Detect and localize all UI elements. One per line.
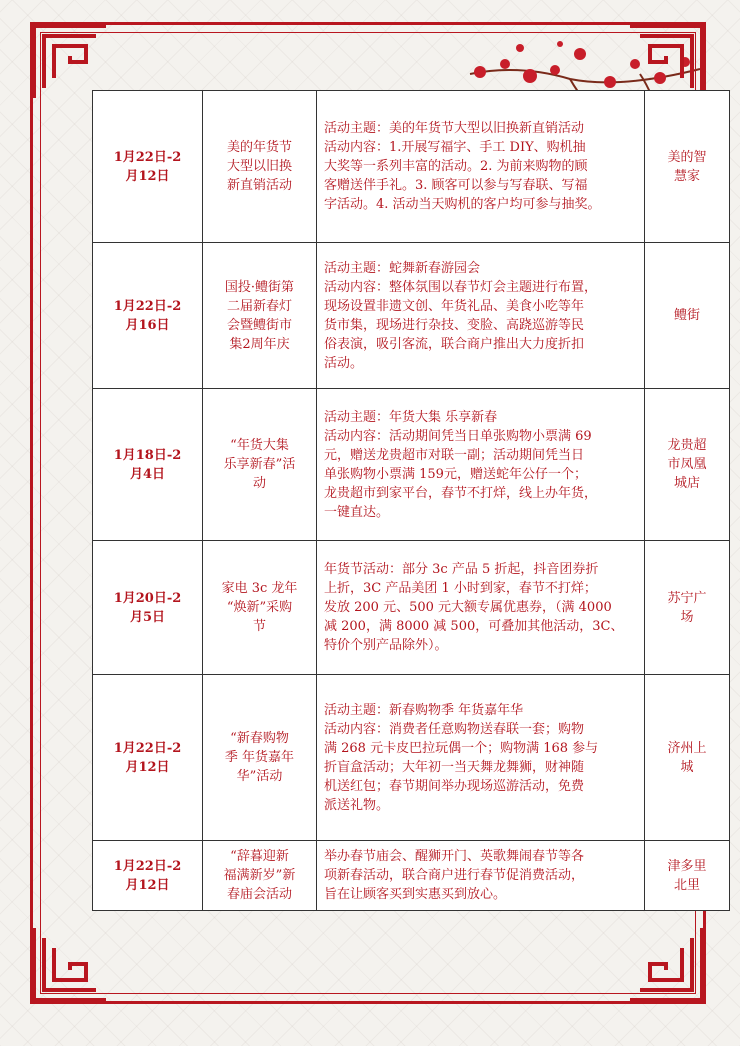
- row-activity-name-line: 动: [252, 476, 266, 491]
- row-description-line: 活动主题：蛇舞新春游园会: [324, 260, 481, 276]
- row-activity-name-line: 新直销活动: [226, 178, 292, 193]
- row-activity-name: [203, 541, 317, 675]
- row-venue: [645, 541, 730, 675]
- row-date: [93, 675, 203, 841]
- row-activity-name-line: 家电 3c 龙年: [221, 581, 298, 596]
- table-row: [93, 389, 730, 541]
- row-venue-line: 北里: [673, 877, 700, 893]
- row-description-line: 货市集，现场进行杂技、变脸、高跷巡游等民: [324, 317, 585, 333]
- table-row: [93, 243, 730, 389]
- row-description-line: 项新春活动，联合商户进行春节促消费活动，: [324, 868, 585, 883]
- row-activity-name-line: 福满新岁”新: [223, 868, 296, 883]
- row-description: [317, 541, 645, 675]
- row-date: [93, 91, 203, 243]
- row-venue-line: 城: [680, 759, 694, 775]
- row-description-line: 派送礼物。: [324, 797, 390, 813]
- row-description-line: 发放 200 元、500 元大额专属优惠券，（满 4000: [324, 600, 612, 615]
- row-description-line: 折盲盒活动；大年初一当天舞龙舞狮，财神随: [324, 759, 585, 775]
- row-description-line: 减 200，满 8000 减 500，可叠加其他活动，3C、: [324, 619, 624, 634]
- row-activity-name-line: 季 年货嘉年: [224, 750, 295, 765]
- row-venue: [645, 243, 730, 389]
- row-venue-line: 城店: [673, 476, 700, 491]
- row-activity-name: [203, 675, 317, 841]
- row-activity-name-line: 大型以旧换: [226, 159, 292, 174]
- row-activity-name: [203, 243, 317, 389]
- row-date-line: 1月18日-2: [113, 447, 182, 463]
- row-description-line: 机送红包；春节期间举办现场巡游活动，免费: [324, 778, 585, 794]
- row-description-line: 满 268 元卡皮巴拉玩偶一个；购物满 168 参与: [324, 740, 599, 756]
- table-row: [93, 541, 730, 675]
- row-venue: [645, 91, 730, 243]
- row-venue-line: 场: [680, 609, 694, 625]
- row-description-line: 大奖等一系列丰富的活动。2. 为前来购物的顾: [324, 159, 588, 174]
- row-description-line: 活动主题：新春购物季 年货嘉年华: [324, 702, 524, 718]
- row-description-line: 活动内容：整体氛围以春节灯会主题进行布置，: [324, 279, 598, 295]
- row-activity-name-line: 会暨鳢街市: [226, 317, 292, 333]
- row-description-line: 旨在让顾客买到实惠买到放心。: [324, 887, 507, 902]
- row-activity-name-line: “辞暮迎新: [230, 849, 289, 864]
- row-activity-name-line: 乐享新春”活: [223, 457, 296, 472]
- row-description-line: 举办春节庙会、醒狮开门、英歌舞闹春节等各: [324, 849, 585, 864]
- row-description-line: 活动主题：美的年货节大型以旧换新直销活动: [324, 121, 585, 136]
- row-description-line: 元，赠送龙贵超市对联一副；活动期间凭当日: [324, 447, 585, 463]
- row-date-line: 1月22日-2: [113, 149, 182, 165]
- row-date: [93, 389, 203, 541]
- row-activity-name: [203, 389, 317, 541]
- row-description-line: 客赠送伴手礼。3. 顾客可以参与写春联、写福: [324, 178, 588, 193]
- row-date: [93, 243, 203, 389]
- row-description-line: 一键直达。: [324, 504, 390, 520]
- row-venue-line: 津多里: [667, 858, 707, 874]
- row-venue-line: 龙贵超: [667, 438, 707, 453]
- row-activity-name-line: “焕新”采购: [226, 600, 293, 615]
- row-description-line: 活动内容：活动期间凭当日单张购物小票满 69: [324, 428, 592, 444]
- row-description: [317, 243, 645, 389]
- row-date: [93, 541, 203, 675]
- row-description: [317, 841, 645, 911]
- row-activity-name-line: 集2周年庆: [229, 336, 290, 352]
- row-activity-name-line: 华”活动: [236, 769, 283, 784]
- row-description: [317, 91, 645, 243]
- row-description-line: 字活动。4. 活动当天购机的客户均可参与抽奖。: [324, 197, 601, 212]
- row-activity-name: [203, 91, 317, 243]
- row-date-line: 月4日: [129, 466, 166, 482]
- row-description-line: 活动内容：1.开展写福字、手工 DIY、购机抽: [324, 140, 586, 155]
- row-date-line: 1月20日-2: [113, 590, 182, 606]
- row-venue-line: 市凤凰: [667, 457, 707, 472]
- row-description-line: 活动主题：年货大集 乐享新春: [324, 409, 498, 425]
- row-venue: [645, 841, 730, 911]
- table-row: [93, 91, 730, 243]
- row-activity-name: [203, 841, 317, 911]
- row-date-line: 月12日: [125, 168, 170, 184]
- row-venue-line: 美的智: [667, 149, 707, 165]
- row-date-line: 月16日: [125, 317, 170, 333]
- row-date-line: 1月22日-2: [113, 298, 182, 314]
- activities-table: [92, 90, 730, 911]
- row-venue: [645, 389, 730, 541]
- row-venue-line: 慧家: [673, 168, 700, 184]
- row-venue-line: 苏宁广: [667, 590, 707, 606]
- corner-ornament-bottom-right: [626, 924, 706, 1004]
- row-description: [317, 675, 645, 841]
- row-description-line: 活动。: [324, 355, 364, 371]
- corner-ornament-bottom-left: [30, 924, 110, 1004]
- row-venue-line: 鳢街: [673, 308, 700, 323]
- table-row: [93, 841, 730, 911]
- row-date-line: 1月22日-2: [113, 858, 182, 874]
- row-activity-name-line: “年货大集: [230, 438, 289, 453]
- row-activity-name-line: 美的年货节: [226, 140, 292, 155]
- table-row: [93, 675, 730, 841]
- row-description-line: 年货节活动：部分 3c 产品 5 折起，抖音团券折: [324, 562, 599, 577]
- row-description-line: 单张购物小票满 159元，赠送蛇年公仔一个；: [324, 466, 587, 482]
- row-date-line: 1月22日-2: [113, 740, 182, 756]
- row-date-line: 月12日: [125, 877, 170, 893]
- row-description: [317, 389, 645, 541]
- row-description-line: 现场设置非遗文创、年货礼品、美食小吃等年: [324, 298, 585, 314]
- row-date-line: 月5日: [129, 609, 166, 625]
- row-description-line: 特价个别产品除外）。: [324, 638, 448, 653]
- row-activity-name-line: “新春购物: [230, 731, 289, 746]
- row-date-line: 月12日: [125, 759, 170, 775]
- row-description-line: 俗表演，吸引客流，联合商户推出大力度折扣: [324, 336, 585, 352]
- row-date: [93, 841, 203, 911]
- row-activity-name-line: 二届新春灯: [226, 298, 292, 314]
- row-description-line: 龙贵超市到家平台，春节不打烊，线上办年货，: [324, 485, 598, 501]
- row-description-line: 上折，3C 产品美团 1 小时到家，春节不打烊；: [324, 581, 597, 596]
- row-activity-name-line: 国投·鳢街第: [224, 279, 295, 295]
- row-activity-name-line: 节: [252, 619, 266, 634]
- row-activity-name-line: 春庙会活动: [226, 887, 292, 902]
- row-venue: [645, 675, 730, 841]
- row-description-line: 活动内容：消费者任意购物送春联一套；购物: [324, 721, 585, 737]
- row-venue-line: 济州上: [667, 740, 707, 756]
